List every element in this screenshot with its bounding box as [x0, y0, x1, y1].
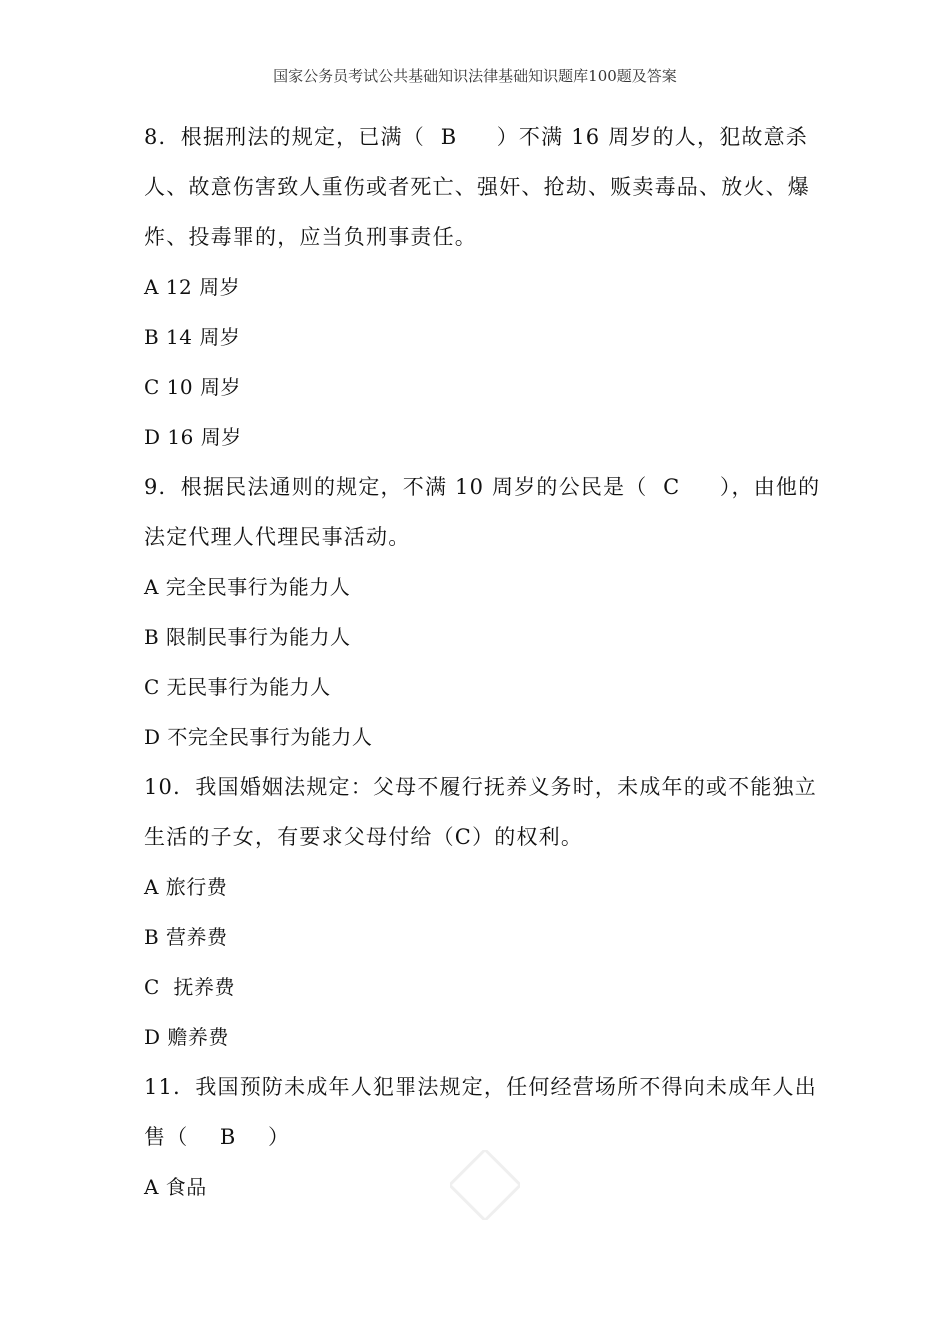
page-header: 国家公务员考试公共基础知识法律基础知识题库100题及答案 [273, 67, 677, 85]
question-8-option-b: B 14 周岁 [144, 325, 241, 349]
question-10-option-c: C 抚养费 [144, 975, 236, 999]
question-9-option-a: A 完全民事行为能力人 [144, 575, 351, 599]
question-11-option-a: A 食品 [144, 1175, 207, 1199]
question-8-option-a: A 12 周岁 [144, 275, 241, 299]
question-9-option-c: C 无民事行为能力人 [144, 675, 331, 699]
document-body [144, 112, 821, 1212]
watermark-icon [450, 1150, 520, 1220]
question-11-line-2: 售（ B ） [144, 1125, 291, 1149]
question-8-line-1: 8．根据刑法的规定，已满（ B ）不满 16 周岁的人，犯故意杀 [144, 125, 808, 149]
question-8-line-2: 人、故意伤害致人重伤或者死亡、强奸、抢劫、贩卖毒品、放火、爆 [144, 175, 810, 199]
question-11-line-1: 11．我国预防未成年人犯罪法规定，任何经营场所不得向未成年人出 [144, 1075, 817, 1099]
question-10-line-1: 10．我国婚姻法规定：父母不履行抚养义务时，未成年的或不能独立 [144, 775, 817, 799]
question-8-option-c: C 10 周岁 [144, 375, 241, 399]
question-9-option-d: D 不完全民事行为能力人 [144, 725, 373, 749]
question-10-line-2: 生活的子女，有要求父母付给（C）的权利。 [144, 825, 584, 849]
question-9-option-b: B 限制民事行为能力人 [144, 625, 351, 649]
question-9-line-2: 法定代理人代理民事活动。 [144, 525, 411, 549]
question-9-line-1: 9．根据民法通则的规定，不满 10 周岁的公民是（ C ），由他的 [144, 475, 821, 499]
question-8-line-3: 炸、投毒罪的，应当负刑事责任。 [144, 225, 477, 249]
question-8-option-d: D 16 周岁 [144, 425, 242, 449]
question-10-option-b: B 营养费 [144, 925, 228, 949]
question-10-option-a: A 旅行费 [144, 875, 228, 899]
question-10-option-d: D 赡养费 [144, 1025, 229, 1049]
